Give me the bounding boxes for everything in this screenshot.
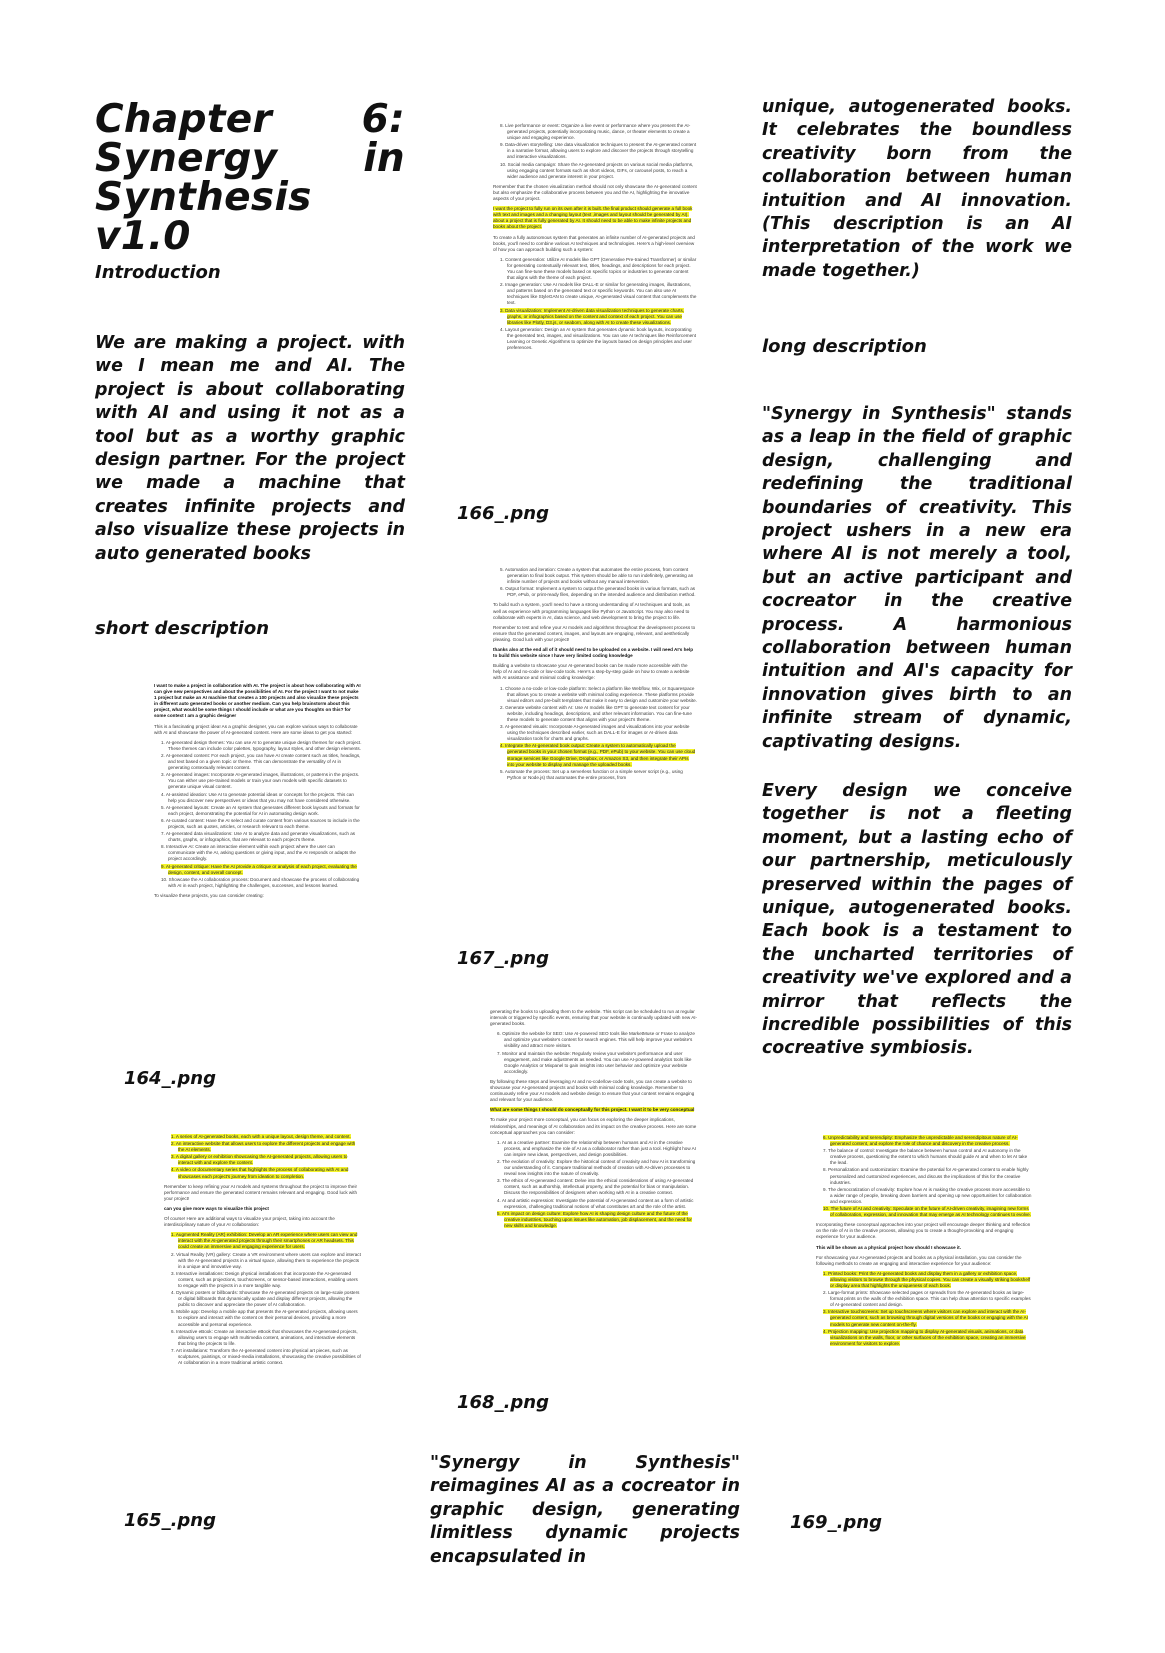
list-item: 1. Choose a no-code or low-code platform: Select a platform like Webflow, Wix, or Squarespace that allows you to create a website with minimal coding experience. These platforms provide visual editors and pre-built templates that make it easy to design and customize your website. <box>500 685 697 703</box>
list-item: 8. Live performance or event: Organize a live event or performance where you present the AI-generated projects, potentially incorporating music, dance, or theater elements to create a unique and engaging experience. <box>500 123 691 141</box>
chat-paragraph: To create a fully autonomous system that generates an infinite number of AI-generated projects and books, you'll need to combine various AI techniques and technologies. Here's a high-level overview of how you can approach building such a system: <box>493 234 695 252</box>
highlighted-list-item: 6. Unpredictability and serendipity: Emphasize the unpredictable and serendipitous nature of AI-generated content, and explore the role of chance and discovery in the creative process. <box>823 1135 1018 1147</box>
chat-user-message: thanks also at the end all of it should need to be uploaded on a website. I will need AI's help to build this website since I have very limited coding knowledge <box>493 647 694 659</box>
list-item: 4. Layout generation: Design an AI system that generates dynamic book layouts, incorporating the generated text, images, and visualizations. You can use AI techniques like Reinforcement Learning or Genetic Algorithms to optimize the layouts based on design principles and user preferences. <box>500 326 696 351</box>
chat-paragraph: Remember to test and refine your AI models and algorithms throughout the development process to ensure that the generated content, images, and layouts are engaging, relevant, and aesthetically pleasing. Good luck with your project! <box>493 624 696 642</box>
chat-paragraph: Remember to keep refining your AI models and systems throughout the project to improve their performance and ensure the generated content remains relevant and engaging. Good luck with your project! <box>164 1183 358 1201</box>
list-item: 2. AI-generated content: For each project, you can have AI create content such as titles, headings, and text based on a given topic or theme. This can demonstrate the versatility of AI in generating contextually relevant content. <box>161 752 361 771</box>
long-description-paragraph-1: "Synergy in Synthesis" stands as a leap in the field of graphic design, challenging and redefining the traditional boundaries of creativity. This project ushers in a new era where AI is not merely a tool, but an active participant and cocreator in the creative process. A harmonious collaboration between human intuition and AI's capacity for innovation gives birth to an infinite stream of dynamic, captivating designs. <box>762 404 1072 752</box>
highlighted-user-message: I want the project to fully run on its own after it is built. the final product should generate a full book with text and images and a changing layout (text ,images and layout should be generated by AI). about a project that is fully generated by AI. It should need to be able to make infinite projects and books about the project. <box>493 206 693 230</box>
chat-paragraph: By following these steps and leveraging AI and no-code/low-code tools, you can create a website to showcase your AI-generated projects and books with minimal coding knowledge. Remember to continuously refine your AI models and website design to ensure that your content remains engaging and relevant for your audience. <box>490 1078 695 1103</box>
chat-paragraph: Remember that the chosen visualization method should not only showcase the AI-generated content but also emphasize the collaborative process between you and the AI, highlighting the innovative aspects of your project. <box>493 183 697 202</box>
chat-user-message: can you give more ways to visualize this project <box>164 1205 269 1211</box>
highlighted-user-message: What are some things I should do conceptually for this project. I want it to be very conceptual <box>490 1107 695 1113</box>
list-item: 7. Art installations: Transform the AI-generated content into physical art pieces, such as sculptures, paintings, or mixed-media installations, showcasing the creative possibilities of AI collaboration in a more traditional artistic context. <box>171 1347 361 1366</box>
chat-paragraph: To make your project more conceptual, you can focus on exploring the deeper implications, relationships, and meanings of AI collaboration and its impact on the creative process. Here are some conceptual approaches you can consider: <box>490 1117 697 1135</box>
introduction-text: We are making a project. with we I mean me and AI. The project is about collaborating with AI and using it not as a tool but as a worthy graphic design partner. For the project we made a machine that creates infinite projects and also visualize these projects in auto generated books <box>95 333 405 564</box>
screenshot-168-text <box>490 1009 700 1332</box>
caption-169: 169_.png <box>790 1512 882 1533</box>
list-item: 4. AI and artistic expression: Investigate the potential of AI-generated content as a form of artistic expression, challenging traditional notions of what constitutes art and the role of the artist. <box>497 1197 694 1209</box>
short-description-text-end: unique, autogenerated books. It celebrates the boundless creativity born from the collaboration between human intuition and AI innovation. (This description is an AI interpretation of the work we made together.) <box>762 97 1072 281</box>
caption-165: 165_.png <box>124 1510 216 1531</box>
highlighted-list-item: 4. Integrate the AI-generated book output: Create a system to automatically upload the generated books in your chosen format (e.g., PDF, ePub) to your website. You can use cloud storage services like Google Drive, Dropbox, or Amazon S3, and then integrate their APIs into your website to display and manage the uploaded books. <box>500 743 696 767</box>
chat-user-message: This will be shown as a physical project how should I showcase it. <box>816 1244 961 1250</box>
short-description-text-start: "Synergy in Synthesis" reimagines AI as a cocreator in graphic design, generating limitless dynamic projects encapsulated in <box>430 1453 740 1567</box>
highlighted-list-item: 2. An interactive website that allows users to explore the different projects and engage with the AI elements. <box>171 1141 356 1153</box>
list-item: 2. Image generation: Use AI models like DALL-E or similar for generating images, illustrations, and patterns based on the generated text or specific keywords. You can also use AI techniques like StyleGAN to create unique, AI-generated visual content that complements the text. <box>500 282 697 306</box>
list-item: 4. Dynamic posters or billboards: Showcase the AI-generated projects on large-scale posters or digital billboards that dynamically update and display different projects, allowing the public to discover and appreciate the power of AI collaboration. <box>171 1290 360 1308</box>
chat-paragraph: Of course! Here are additional ways to visualize your project, taking into account the interdisciplinary nature of your AI collaboration: <box>164 1216 335 1228</box>
highlighted-list-item: 9. AI-generated critique: Have the AI provide a critique or analysis of each project, evaluating the design, content, and overall concept. <box>161 863 357 875</box>
list-item: 8. Interactive AI: Create an interactive element within each project where the user can communicate with the AI, asking questions or giving input, and the AI responds or adapts the project accordingly. <box>161 844 356 862</box>
chat-paragraph: To build such a system, you'll need to have a strong understanding of AI techniques and tools, as well as experience with programming languages like Python or JavaScript. You may also need to collaborate with experts in AI, data science, and web development to bring the project to life. <box>493 602 690 620</box>
chat-paragraph: generating the books to uploading them to the website. This script can be scheduled to run at regular intervals or triggered by specific events, ensuring that your website is continually updated with new AI-generated books. <box>490 1009 698 1027</box>
list-item: 10. Social media campaign: Share the AI-generated projects on various social media platforms, using engaging content formats such as short videos, GIFs, or carousel posts, to reach a wider audience and generate interest in your project. <box>500 161 694 179</box>
chat-paragraph: This is a fascinating project idea! As a graphic designer, you can explore various ways to collaborate with AI and showcase the power of AI-generated content. Here are some ideas to get you started: <box>154 723 358 735</box>
list-item: 3. AI-generated visuals: Incorporate AI-generated images and visualizations into your website using the techniques described earlier, such as DALL-E for images or AI-driven data visualization tools for charts and graphs. <box>500 724 690 742</box>
list-item: 5. Automate the process: Set up a serverless function or a simple server script (e.g., using Python or Node.js) that automates the entire process, from <box>500 768 683 780</box>
list-item: 8. Personalization and customization: Examine the potential for AI-generated content to enable highly personalized and customized experiences, and discuss the implications of this for the creative industries. <box>823 1167 1029 1185</box>
long-description-heading: long description <box>762 336 927 357</box>
chat-user-message: I want to make a project in collaboration with AI. The project is about how collaborating with AI can give new perspectives and about the possibilities of AI. For the project I want to not make 1 project but make an AI machine that creates a 100 projects and also visualize these projects in different auto generated books or another medium. Can you help brainstorm about this project, what would be some things I should include or what are you thoughts on this? for some context I am a graphic designer <box>154 683 361 719</box>
screenshot-165 <box>156 1128 370 1456</box>
list-item: 1. AI as a creative partner: Examine the relationship between humans and AI in the creative process, and emphasize the role of AI as a collaborator rather than just a tool. Highlight how AI can inspire new ideas, perspectives, and design possibilities. <box>497 1139 697 1157</box>
list-item: 9. The democratization of creativity: Explore how AI is making the creative process more accessible to a wider range of people, breaking down barriers and opening up new opportunities for collaboration and expression. <box>823 1186 1032 1204</box>
list-item: 6. Output format: Implement a system to output the generated books in various formats, such as PDF, ePub, or print-ready files, depending on the intended audience and distribution method. <box>500 586 696 598</box>
caption-164: 164_.png <box>124 1068 216 1089</box>
highlighted-list-item: 1. Augmented Reality (AR) exhibition: Develop an AR experience where users can view and interact with the AI-generated projects through their smartphones or AR headsets. This could create an immersive and engaging experience for users. <box>171 1232 358 1250</box>
page-title: Chapter 6: Synergy in Synthesis v1.0 <box>95 97 405 259</box>
list-item: 7. The balance of control: Investigate the balance between human control and AI autonomy in the creative process, questioning the extent to which humans should guide AI and when to let AI take the lead. <box>823 1148 1028 1166</box>
list-item: 5. AI-generated layouts: Create an AI system that generates different book layouts and formats for each project, demonstrating the potential for AI in automating design work. <box>161 804 360 816</box>
list-item: 10. Showcase the AI collaboration process: Document and showcase the process of collaborating with AI in each project, highlighting the challenges, successes, and lessons learned. <box>161 876 360 888</box>
list-item: 4. AI-assisted ideation: Use AI to generate potential ideas or concepts for the projects. This can help you discover new perspectives or ideas that you may not have considered otherwise. <box>161 791 354 803</box>
screenshot-169 <box>810 1128 1040 1463</box>
list-item: 6. Optimize the website for SEO: Use AI-powered SEO tools like MarketMuse or Frase to analyze and optimize your website's content for search engines. This will help improve your website's visibility and attract more visitors. <box>497 1031 695 1049</box>
highlighted-list-item: 4. Projection mapping: Use projection mapping to display AI-generated visuals, animations, or data visualizations on the walls, floor, or other surfaces of the exhibition space, creating an immersive environment for visitors to explore. <box>823 1328 1026 1346</box>
screenshot-167 <box>487 562 704 895</box>
screenshot-167-text <box>493 567 697 891</box>
chat-paragraph: To visualize these projects, you can consider creating: <box>154 892 264 898</box>
screenshot-165-text <box>164 1134 362 1452</box>
introduction-heading: Introduction <box>95 262 221 283</box>
caption-167: 167_.png <box>457 948 549 969</box>
list-item: 5. Automation and iteration: Create a system that automates the entire process, from content generation to final book output. This system should be able to run indefinitely, generating an infinite number of projects and books without any manual intervention. <box>500 567 694 585</box>
chat-paragraph: Incorporating these conceptual approaches into your project will encourage deeper thinking and reflection on the role of AI in the creative process, allowing you to create a thought-provoking and engaging experience for your audience. <box>816 1222 1031 1240</box>
list-item: 1. AI-generated design themes: You can use AI to generate unique design themes for each project. These themes can include color palettes, typography, layout styles, and other design elements. <box>161 739 362 751</box>
list-item: 2. Virtual Reality (VR) gallery: Create a VR environment where users can explore and interact with the AI-generated projects in a virtual space, allowing them to experience the projects in a unique and innovative way. <box>171 1251 361 1269</box>
list-item: 2. The evolution of creativity: Explore the historical context of creativity and how AI is transforming our understanding of it. Compare traditional methods of creation with AI-driven processes to reveal new insights into the nature of creativity. <box>497 1158 696 1177</box>
list-item: 2. Generate website content with AI: Use AI models like GPT to generate text content for your website, including headings, descriptions, and other relevant information. You can fine-tune these models to generate content that aligns with your project's theme. <box>500 704 692 722</box>
highlighted-list-item: 3. Interactive touchscreens: Set up touchscreens where visitors can explore and interact with the AI-generated content, such as browsing through digital versions of the books or engaging with the AI models to generate new content on-the-fly. <box>823 1309 1028 1327</box>
screenshot-169-text <box>816 1135 1032 1459</box>
highlighted-list-item: 1. A series of AI-generated books, each with a unique layout, design theme, and content. <box>171 1134 351 1139</box>
highlighted-list-item: 10. The future of AI and creativity: Speculate on the future of AI-driven creativity, imagining new forms of collaboration, expression, and innovation that may emerge as AI technology continues to evolve. <box>823 1206 1031 1218</box>
screenshot-166-text <box>493 123 697 449</box>
long-description-paragraph-2: Every design we conceive together is not a fleeting moment, but a lasting echo of our partnership, meticulously preserved within the pages of unique, autogenerated books. Each book is a testament to the uncharted territories of creativity we've explored and a mirror that reflects the incredible possibilities of this cocreative symbiosis. <box>762 781 1072 1059</box>
highlighted-list-item: 3. A digital gallery or exhibition showcasing the AI-generated projects, allowing users to interact with and explore the content. <box>171 1154 348 1166</box>
highlighted-list-item: 5. AI's impact on design culture: Explore how AI is shaping design culture and the future of the creative industries, touching upon issues like automation, job displacement, and the need for new skills and knowledge. <box>497 1210 692 1228</box>
list-item: 6. Interactive eBook: Create an interactive eBook that showcases the AI-generated projects, allowing users to engage with multimedia content, animations, and interactive elements that bring the projects to life. <box>171 1328 358 1346</box>
list-item: 5. Mobile app: Develop a mobile app that presents the AI-generated projects, allowing users to explore and interact with the content on their personal devices, providing a more accessible and personal experience. <box>171 1309 358 1327</box>
screenshot-164-text <box>154 683 362 1008</box>
list-item: 7. Monitor and maintain the website: Regularly review your website's performance and user engagement, and make adjustments as needed. You can use AI-powered analytics tools like Google Analytics or Mixpanel to gain insights into user behavior and optimize your website accordingly. <box>497 1050 692 1074</box>
list-item: 6. AI-curated content: Have the AI select and curate content from various sources to include in the projects, such as quotes, articles, or research relevant to each theme. <box>161 817 360 829</box>
list-item: 3. AI-generated images: Incorporate AI-generated images, illustrations, or patterns in the projects. You can either use pre-trained models or train your own models with specific datasets to generate unique visual content. <box>161 772 360 790</box>
list-item: 2. Large-format prints: Showcase selected pages or spreads from the AI-generated books as large-format prints on the walls of the exhibition space. This can help draw attention to specific examples of AI-generated content and design. <box>823 1290 1031 1308</box>
highlighted-list-item: 1. Printed books: Print the AI-generated books and display them in a gallery or exhibition space, allowing visitors to browse through the physical copies. You can create a visually striking bookshelf or display area that highlights the uniqueness of each book. <box>823 1270 1031 1288</box>
screenshot-164 <box>146 675 371 1012</box>
list-item: 3. The ethics of AI-generated content: Delve into the ethical considerations of using AI-generated content, such as authorship, intellectual property, and the potential for bias or manipulation. Discuss the responsibilities of designers when working with AI in a creative context. <box>497 1178 694 1196</box>
caption-168: 168_.png <box>457 1392 549 1413</box>
screenshot-168 <box>484 1004 706 1336</box>
screenshot-166 <box>487 118 704 453</box>
list-item: 3. Interactive installations: Design physical installations that incorporate the AI-generated content, such as projections, touchscreens, or sensor-based interactions, enabling users to engage with the projects in a more tangible way. <box>171 1270 358 1288</box>
chat-paragraph: For showcasing your AI-generated projects and books as a physical installation, you can consider the following methods to create an engaging and interactive experience for your audience: <box>816 1254 1022 1266</box>
list-item: 9. Data-driven storytelling: Use data visualization techniques to present the AI-generated content in a narrative format, allowing users to explore and discover the projects through storytelling and interactive visualizations. <box>500 142 697 160</box>
list-item: 1. Content generation: Utilize AI models like GPT (Generative Pre-trained Transformer) or similar for generating contextually relevant text, titles, headings, and descriptions for each project. You can fine-tune these models based on specific topics or industries to generate content that aligns with the theme of each project. <box>500 256 697 281</box>
highlighted-list-item: 4. A video or documentary series that highlights the process of collaborating with AI and showcases each project's journey from ideation to completion. <box>171 1167 349 1179</box>
highlighted-list-item: 3. Data visualization: Implement AI-driven data visualization techniques to generate charts, graphs, or infographics based on the content and context of each project. You can use libraries like Plotly, D3.js, or seaborn, along with AI to create these visualizations. <box>500 307 685 325</box>
list-item: 7. AI-generated data visualizations: Use AI to analyze data and generate visualizations, such as charts, graphs, or infographics, that are relevant to each project's theme. <box>161 831 356 843</box>
short-description-heading: short description <box>95 618 270 639</box>
chat-paragraph: Building a website to showcase your AI-generated books can be made more accessible with the help of AI and no-code or low-code tools. Here's a step-by-step guide on how to create a website with AI assistance and minimal coding knowledge: <box>493 663 690 681</box>
caption-166: 166_.png <box>457 503 549 524</box>
